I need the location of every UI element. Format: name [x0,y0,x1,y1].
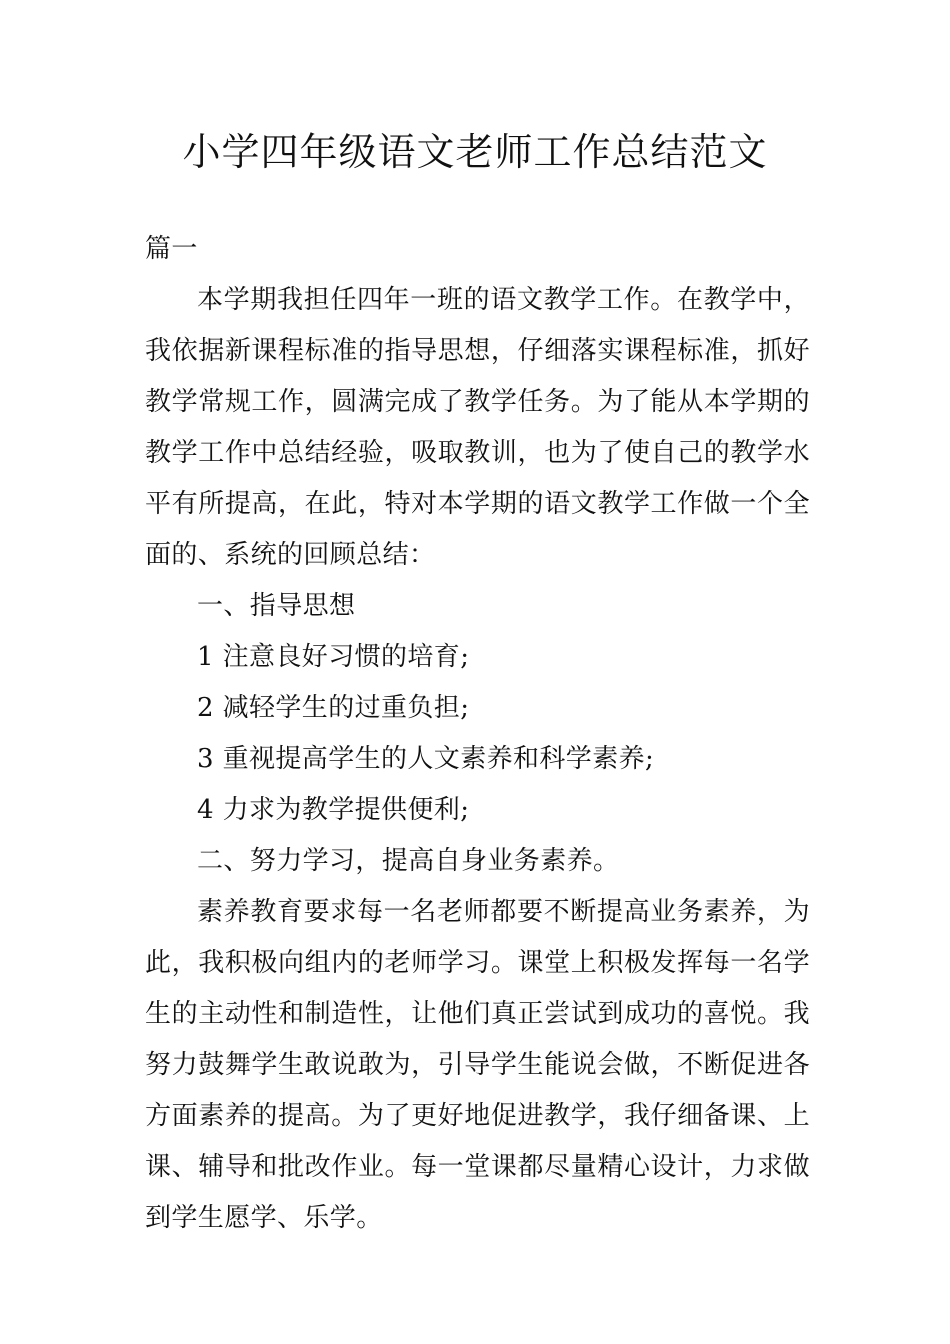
list-item-1: 1 注意良好习惯的培育; [197,642,470,672]
quality-education-paragraph: 素养教育要求每一名老师都要不断提高业务素养，为此，我积极向组内的老师学习。课堂上积极发挥每一名学生的主动性和制造性，让他们真正尝试到成功的喜悦。我努力鼓舞学生敢说敢为，引导学生能说会做，不断促进各方面素养的提高。为了更好地促进教学，我仔细备课、上课、辅导和批改作业。每一堂课都尽量精心设计，力求做到学生愿学、乐学。 [145,897,810,1233]
list-item-4: 4 力求为教学提供便利; [197,795,470,825]
list-item-3: 3 重视提高学生的人文素养和科学素养; [197,744,655,774]
list-item-2: 2 减轻学生的过重负担; [197,693,470,723]
document-title: 小学四年级语文老师工作总结范文 [182,130,768,174]
heading-guiding-ideology: 一、指导思想 [197,591,356,621]
intro-paragraph: 本学期我担任四年一班的语文教学工作。在教学中，我依据新课程标准的指导思想，仔细落实课程标准，抓好教学常规工作，圆满完成了教学任务。为了能从本学期的教学工作中总结经验，吸取教训，也为了使自己的教学水平有所提高，在此，特对本学期的语文教学工作做一个全面的、系统的回顾总结： [145,285,810,570]
heading-study-improvement: 二、努力学习，提高自身业务素养。 [197,846,620,876]
document-body [145,224,810,1244]
section-label: 篇一 [145,234,198,264]
